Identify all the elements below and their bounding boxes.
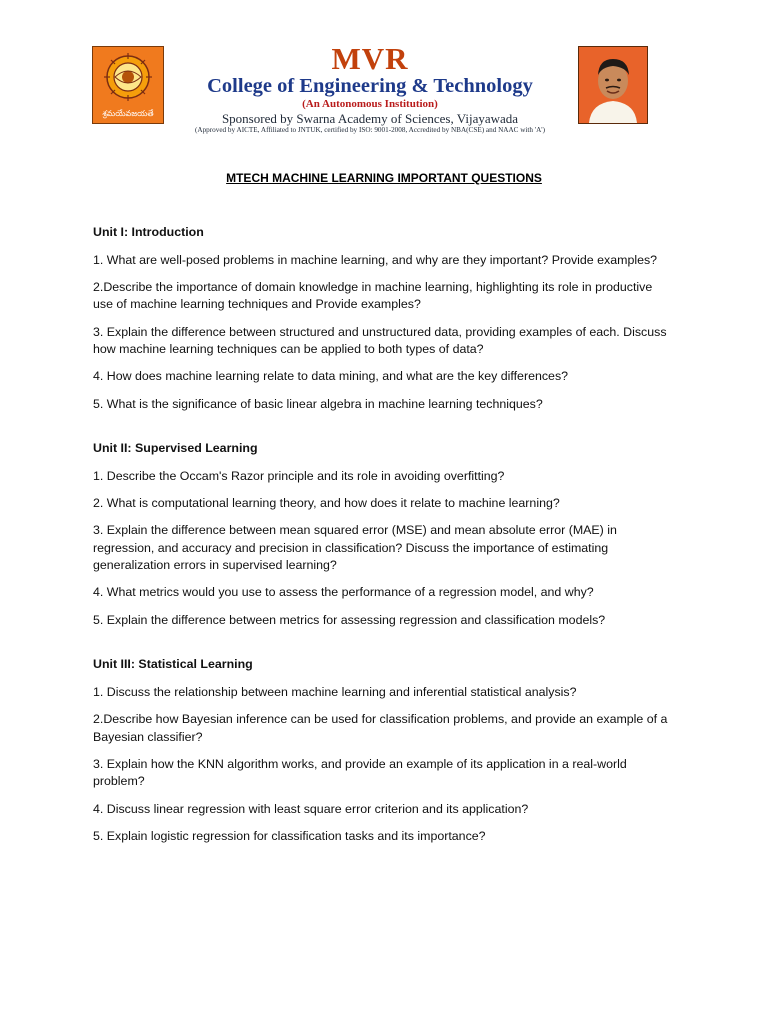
accreditation-line: (Approved by AICTE, Affiliated to JNTUK, certified by ISO: 9001-2008, Accredited by NBA(CSE) and NAAC with 'A') (195, 126, 545, 134)
unit-section (93, 656, 673, 845)
question-item: 1. Discuss the relationship between machine learning and inferential statistical analysis? (93, 684, 577, 699)
question-item: 2. What is computational learning theory, and how does it relate to machine learning? (93, 495, 560, 510)
letterhead (92, 41, 648, 142)
question-item: 3. Explain the difference between structured and unstructured data, providing examples of each. Discuss how machine learning techniques can be applied to both types of data? (93, 324, 667, 357)
unit-heading: Unit II: Supervised Learning (93, 441, 258, 456)
unit-section (93, 440, 673, 629)
question-item: 4. What metrics would you use to assess the performance of a regression model, and why? (93, 585, 594, 600)
question-item: 1. Describe the Occam's Razor principle and its role in avoiding overfitting? (93, 468, 505, 483)
document-title: MTECH MACHINE LEARNING IMPORTANT QUESTIONS (226, 171, 542, 185)
sponsor-line: Sponsored by Swarna Academy of Sciences, Vijayawada (221, 111, 519, 126)
unit-section (93, 224, 673, 413)
question-item: 5. What is the significance of basic linear algebra in machine learning techniques? (93, 396, 543, 411)
question-item: 4. Discuss linear regression with least square error criterion and its application? (93, 801, 529, 816)
portrait-icon (579, 47, 647, 123)
question-item: 5. Explain the difference between metrics for assessing regression and classification models? (93, 612, 606, 627)
question-item: 5. Explain logistic regression for classification tasks and its importance? (93, 828, 486, 843)
logo-motto: శ్రమయేవజయతే (102, 109, 154, 118)
unit-heading: Unit I: Introduction (93, 225, 204, 239)
founder-photo (578, 46, 648, 124)
college-short-name: MVR (331, 41, 409, 76)
question-item: 3. Explain the difference between mean squared error (MSE) and mean absolute error (MAE) in regression, and accuracy and precision in classification? Discuss the importance of estimating generalization errors in supervised learning? (93, 523, 617, 573)
unit-heading: Unit III: Statistical Learning (93, 657, 253, 672)
question-item: 1. What are well-posed problems in machine learning, and why are they important? Provide examples? (93, 252, 658, 267)
college-logo (92, 46, 164, 124)
institution-name-block (172, 41, 568, 126)
questions-body (93, 224, 673, 855)
question-item: 2.Describe the importance of domain knowledge in machine learning, highlighting its role in productive use of machine learning techniques and Provide examples? (93, 279, 653, 312)
question-item: 4. How does machine learning relate to data mining, and what are the key differences? (93, 369, 569, 384)
question-item: 3. Explain how the KNN algorithm works, and provide an example of its application in a real-world problem? (93, 756, 627, 789)
college-full-name: College of Engineering & Technology (207, 75, 533, 97)
autonomous-label: (An Autonomous Institution) (302, 98, 438, 110)
question-item: 2.Describe how Bayesian inference can be used for classification problems, and provide an example of a Bayesian classifier? (93, 712, 668, 744)
